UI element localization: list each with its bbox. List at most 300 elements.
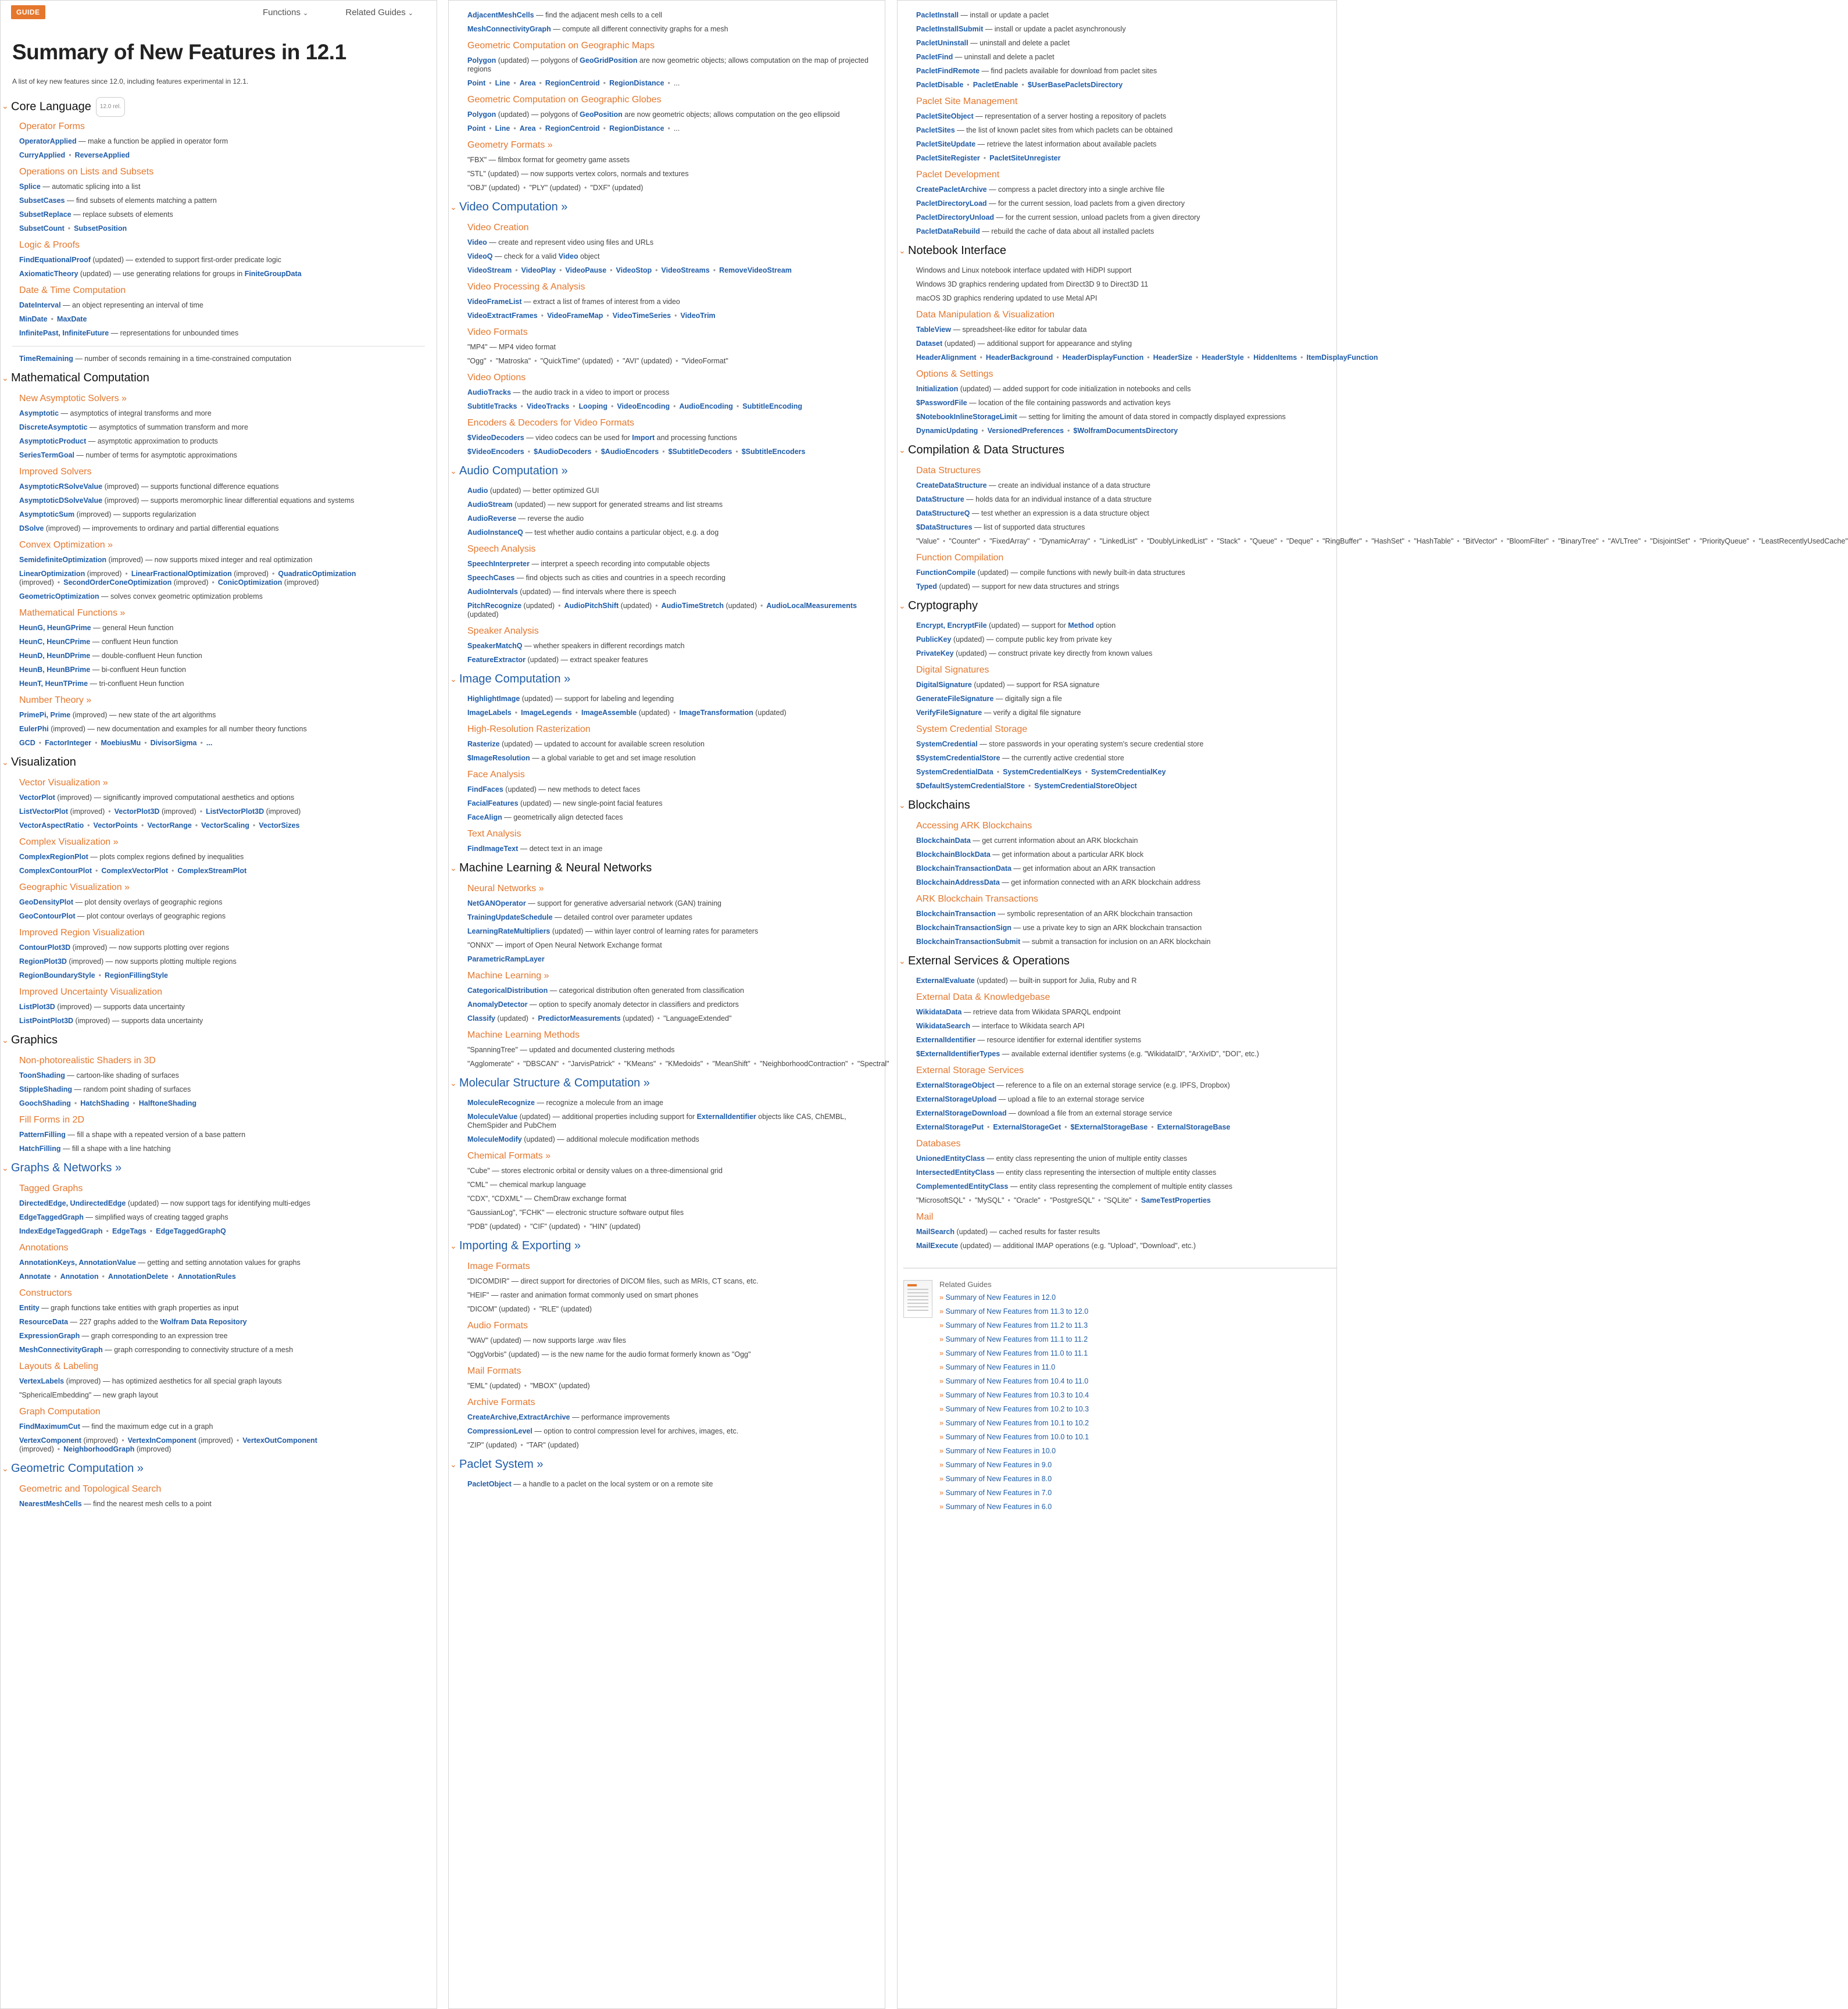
collapse-triangle-icon[interactable]: ⌄ [2, 1035, 9, 1045]
function-link[interactable]: IndexEdgeTaggedGraph [19, 1227, 103, 1235]
section-heading[interactable] [1, 1460, 437, 1477]
related-guide-link[interactable]: » Summary of New Features from 11.2 to 11.3 [939, 1321, 1089, 1329]
function-link[interactable]: Import [632, 434, 655, 442]
collapse-triangle-icon[interactable]: ⌄ [450, 863, 457, 873]
section-heading[interactable] [1, 369, 437, 387]
function-link[interactable]: SameTestProperties [1141, 1196, 1211, 1204]
subsection-heading[interactable]: Fill Forms in 2D [19, 1115, 85, 1125]
subsection-heading[interactable]: Operator Forms [19, 121, 85, 131]
function-link[interactable]: AudioInstanceQ [467, 528, 523, 537]
collapse-triangle-icon[interactable]: ⌄ [899, 956, 906, 966]
function-link[interactable]: $AudioDecoders [534, 448, 592, 456]
subsection-heading[interactable]: Accessing ARK Blockchains [916, 821, 1032, 831]
function-link[interactable]: AsymptoticRSolveValue [19, 482, 103, 491]
function-link[interactable]: VectorSizes [259, 821, 300, 830]
subsection-heading[interactable]: High-Resolution Rasterization [467, 724, 591, 734]
function-link[interactable]: HatchFilling [19, 1145, 61, 1153]
function-link[interactable]: ContourPlot3D [19, 943, 71, 952]
function-link[interactable]: Line [495, 124, 510, 133]
subsection-heading[interactable]: Graph Computation [19, 1407, 101, 1417]
function-link[interactable]: PacletEnable [973, 81, 1018, 89]
function-link[interactable]: BlockchainData [916, 837, 971, 845]
function-link[interactable]: WikidataData [916, 1008, 962, 1016]
function-link[interactable]: MailSearch [916, 1228, 955, 1236]
function-link[interactable]: VideoTrim [680, 312, 716, 320]
subsection-heading[interactable]: Paclet Site Management [916, 96, 1018, 106]
function-link[interactable]: NearestMeshCells [19, 1500, 82, 1508]
function-link[interactable]: MinDate [19, 315, 48, 323]
function-link[interactable]: AudioReverse [467, 514, 517, 523]
function-link[interactable]: HeaderAlignment [916, 353, 977, 362]
function-link[interactable]: ItemDisplayFunction [1306, 353, 1378, 362]
function-link[interactable]: ListPlot3D [19, 1003, 55, 1011]
function-link[interactable]: FiniteGroupData [244, 270, 302, 278]
functions-menu[interactable] [245, 8, 308, 17]
function-link[interactable]: CategoricalDistribution [467, 986, 548, 995]
subsection-heading[interactable]: Function Compilation [916, 553, 1004, 563]
section-heading[interactable] [449, 462, 885, 480]
function-link[interactable]: PacletFindRemote [916, 67, 980, 75]
function-link[interactable]: $SubtitleEncoders [741, 448, 806, 456]
function-link[interactable]: NetGANOperator [467, 899, 526, 907]
function-link[interactable]: VideoTimeSeries [612, 312, 671, 320]
subsection-heading[interactable]: Video Processing & Analysis [467, 282, 585, 292]
function-link[interactable]: BlockchainAddressData [916, 878, 1000, 886]
function-link[interactable]: DataStructure [916, 495, 964, 503]
collapse-triangle-icon[interactable]: ⌄ [899, 246, 906, 255]
function-link[interactable]: ExternalIdentifier [696, 1113, 756, 1121]
function-link[interactable]: PacletFind [916, 53, 953, 61]
function-link[interactable]: SpeakerMatchQ [467, 642, 523, 650]
function-link[interactable]: RemoveVideoStream [719, 266, 792, 274]
subsection-heading[interactable]: Operations on Lists and Subsets [19, 167, 154, 177]
section-heading[interactable] [1, 97, 437, 115]
function-link[interactable]: $ImageResolution [467, 754, 530, 762]
related-guide-link[interactable]: » Summary of New Features from 10.1 to 10.2 [939, 1419, 1089, 1427]
function-link[interactable]: PitchRecognize [467, 602, 522, 610]
function-link[interactable]: Video [467, 238, 487, 246]
function-link[interactable]: DateInterval [19, 301, 61, 309]
function-link[interactable]: SystemCredentialKeys [1003, 768, 1082, 776]
function-link[interactable]: Point [467, 124, 486, 133]
function-link[interactable]: VerifyFileSignature [916, 709, 982, 717]
function-link[interactable]: Encrypt, EncryptFile [916, 621, 987, 630]
function-link[interactable]: GeoPosition [580, 110, 623, 119]
function-link[interactable]: GeoContourPlot [19, 912, 76, 920]
function-link[interactable]: VideoTracks [526, 402, 570, 410]
section-heading[interactable] [898, 796, 1336, 814]
function-link[interactable]: FeatureExtractor [467, 656, 526, 664]
function-link[interactable]: PacletSites [916, 126, 955, 134]
function-link[interactable]: Splice [19, 183, 41, 191]
function-link[interactable]: AnnotationRules [177, 1272, 236, 1281]
collapse-triangle-icon[interactable]: ⌄ [899, 800, 906, 810]
function-link[interactable]: AudioStream [467, 501, 513, 509]
function-link[interactable]: AnnotationDelete [108, 1272, 169, 1281]
function-link[interactable]: AudioPitchShift [564, 602, 619, 610]
function-link[interactable]: PublicKey [916, 635, 952, 644]
subsection-heading[interactable]: Logic & Proofs [19, 240, 80, 250]
function-link[interactable]: ComplexStreamPlot [177, 867, 247, 875]
subsection-heading[interactable]: System Credential Storage [916, 724, 1028, 734]
collapse-triangle-icon[interactable]: ⌄ [450, 1241, 457, 1250]
function-link[interactable]: PacletSiteObject [916, 112, 974, 120]
function-link[interactable]: GeometricOptimization [19, 592, 99, 600]
subsection-heading[interactable]: Mail Formats [467, 1366, 521, 1376]
function-link[interactable]: $UserBasePacletsDirectory [1027, 81, 1123, 89]
subsection-heading[interactable]: Date & Time Computation [19, 285, 126, 295]
function-link[interactable]: BlockchainTransaction [916, 910, 996, 918]
function-link[interactable]: PacletDirectoryLoad [916, 199, 987, 208]
function-link[interactable]: SubtitleEncoding [742, 402, 803, 410]
function-link[interactable]: SystemCredential [916, 740, 978, 748]
function-link[interactable]: SubsetPosition [74, 224, 127, 233]
function-link[interactable]: EdgeTaggedGraphQ [156, 1227, 226, 1235]
function-link[interactable]: AudioLocalMeasurements [766, 602, 857, 610]
collapse-triangle-icon[interactable]: ⌄ [2, 1163, 9, 1172]
function-link[interactable]: AudioTracks [467, 388, 512, 396]
subsection-heading[interactable]: Tagged Graphs [19, 1184, 83, 1193]
function-link[interactable]: DataStructureQ [916, 509, 970, 517]
function-link[interactable]: VideoFrameMap [547, 312, 603, 320]
subsection-heading[interactable]: Archive Formats [467, 1397, 535, 1407]
function-link[interactable]: Line [495, 79, 510, 87]
function-link[interactable]: SystemCredentialStoreObject [1034, 782, 1137, 790]
function-link[interactable]: Typed [916, 582, 937, 591]
subsection-heading[interactable]: Complex Visualization » [19, 837, 119, 847]
function-link[interactable]: PacletDataRebuild [916, 227, 980, 235]
function-link[interactable]: AdjacentMeshCells [467, 11, 534, 19]
function-link[interactable]: ExternalStoragePut [916, 1123, 984, 1131]
function-link[interactable]: Polygon [467, 110, 496, 119]
function-link[interactable]: ExternalStorageUpload [916, 1095, 997, 1103]
subsection-heading[interactable]: Digital Signatures [916, 665, 989, 675]
related-guide-link[interactable]: » Summary of New Features in 11.0 [939, 1363, 1089, 1371]
function-link[interactable]: PacletInstall [916, 11, 959, 19]
function-link[interactable]: ExternalEvaluate [916, 977, 975, 985]
function-link[interactable]: FindMaximumCut [19, 1422, 80, 1431]
function-link[interactable]: SeriesTermGoal [19, 451, 74, 459]
related-guide-link[interactable]: » Summary of New Features in 10.0 [939, 1447, 1089, 1455]
function-link[interactable]: PacletDisable [916, 81, 964, 89]
function-link[interactable]: ImageLabels [467, 709, 512, 717]
function-link[interactable]: PacletInstallSubmit [916, 25, 984, 33]
function-link[interactable]: HeaderSize [1153, 353, 1193, 362]
function-link[interactable]: VertexLabels [19, 1377, 65, 1385]
function-link[interactable]: ListPointPlot3D [19, 1017, 74, 1025]
function-link[interactable]: VideoStream [467, 266, 512, 274]
section-heading[interactable] [898, 952, 1336, 970]
function-link[interactable]: PacletSiteRegister [916, 154, 980, 162]
function-link[interactable]: EulerPhi [19, 725, 49, 733]
function-link[interactable]: RegionDistance [609, 124, 664, 133]
function-link[interactable]: ExternalStorageBase [1157, 1123, 1231, 1131]
section-heading[interactable] [898, 242, 1336, 259]
subsection-heading[interactable]: Number Theory » [19, 695, 92, 705]
function-link[interactable]: EdgeTags [112, 1227, 146, 1235]
function-link[interactable]: Method [1068, 621, 1094, 630]
section-heading[interactable] [449, 198, 885, 216]
subsection-heading[interactable]: Annotations [19, 1243, 69, 1253]
function-link[interactable]: AnomalyDetector [467, 1000, 528, 1009]
function-link[interactable]: LinearFractionalOptimization [131, 570, 232, 578]
subsection-heading[interactable]: Non-photorealistic Shaders in 3D [19, 1056, 156, 1066]
function-link[interactable]: PrivateKey [916, 649, 954, 657]
related-guide-link[interactable]: » Summary of New Features in 6.0 [939, 1503, 1089, 1511]
function-link[interactable]: Video [558, 252, 578, 260]
function-link[interactable]: FactorInteger [45, 739, 92, 747]
subsection-heading[interactable]: Convex Optimization » [19, 540, 113, 550]
subsection-heading[interactable]: Encoders & Decoders for Video Formats [467, 418, 634, 428]
subsection-heading[interactable]: Geometric and Topological Search [19, 1484, 162, 1494]
function-link[interactable]: VectorScaling [201, 821, 249, 830]
subsection-heading[interactable]: Data Manipulation & Visualization [916, 310, 1055, 320]
function-link[interactable]: LinearOptimization [19, 570, 85, 578]
subsection-heading[interactable]: Video Options [467, 373, 526, 383]
function-link[interactable]: RegionFillingStyle [104, 971, 169, 980]
function-link[interactable]: ImageTransformation [679, 709, 753, 717]
function-link[interactable]: FunctionCompile [916, 569, 976, 577]
collapse-triangle-icon[interactable]: ⌄ [2, 373, 9, 383]
collapse-triangle-icon[interactable]: ⌄ [2, 1464, 9, 1473]
function-link[interactable]: $AudioEncoders [600, 448, 659, 456]
function-link[interactable]: CreatePacletArchive [916, 185, 987, 194]
function-link[interactable]: VectorPoints [93, 821, 138, 830]
function-link[interactable]: BlockchainTransactionData [916, 864, 1011, 873]
function-link[interactable]: RegionCentroid [545, 124, 600, 133]
function-link[interactable]: Area [519, 124, 536, 133]
function-link[interactable]: SecondOrderConeOptimization [63, 578, 172, 587]
function-link[interactable]: WikidataSearch [916, 1022, 970, 1030]
function-link[interactable]: $VideoDecoders [467, 434, 524, 442]
subsection-heading[interactable]: Geometry Formats » [467, 140, 553, 150]
function-link[interactable]: FindFaces [467, 785, 503, 793]
collapse-triangle-icon[interactable]: ⌄ [450, 202, 457, 212]
function-link[interactable]: VideoPause [565, 266, 607, 274]
subsection-heading[interactable]: Constructors [19, 1288, 72, 1298]
function-link[interactable]: OperatorApplied [19, 137, 77, 145]
collapse-triangle-icon[interactable]: ⌄ [899, 601, 906, 610]
subsection-heading[interactable]: Mathematical Functions » [19, 608, 126, 618]
function-link[interactable]: MeshConnectivityGraph [467, 25, 551, 33]
subsection-heading[interactable]: Speaker Analysis [467, 626, 539, 636]
function-link[interactable]: Wolfram Data Repository [160, 1318, 247, 1326]
subsection-heading[interactable]: Speech Analysis [467, 544, 536, 554]
function-link[interactable]: NeighborhoodGraph [63, 1445, 135, 1453]
function-link[interactable]: CreateArchive,ExtractArchive [467, 1413, 570, 1421]
function-link[interactable]: FindEquationalProof [19, 256, 91, 264]
function-link[interactable]: CurryApplied [19, 151, 66, 159]
function-link[interactable]: ToonShading [19, 1071, 65, 1079]
related-guide-link[interactable]: » Summary of New Features in 12.0 [939, 1293, 1089, 1302]
function-link[interactable]: $ExternalStorageBase [1070, 1123, 1148, 1131]
subsection-heading[interactable]: Video Formats [467, 327, 528, 337]
function-link[interactable]: DirectedEdge, UndirectedEdge [19, 1199, 126, 1207]
function-link[interactable]: PacletObject [467, 1480, 512, 1488]
function-link[interactable]: SubtitleTracks [467, 402, 517, 410]
subsection-heading[interactable]: Machine Learning » [467, 971, 549, 981]
function-link[interactable]: AxiomaticTheory [19, 270, 78, 278]
function-link[interactable]: AudioTimeStretch [661, 602, 724, 610]
subsection-heading[interactable]: Video Creation [467, 223, 529, 233]
function-link[interactable]: AudioEncoding [679, 402, 733, 410]
function-link[interactable]: VideoFrameList [467, 298, 522, 306]
function-link[interactable]: Looping [578, 402, 607, 410]
function-link[interactable]: MaxDate [57, 315, 87, 323]
collapse-triangle-icon[interactable]: ⌄ [899, 445, 906, 455]
function-link[interactable]: ExternalStorageGet [993, 1123, 1061, 1131]
subsection-heading[interactable]: Mail [916, 1212, 934, 1222]
subsection-heading[interactable]: Databases [916, 1139, 961, 1149]
function-link[interactable]: VersionedPreferences [987, 427, 1064, 435]
function-link[interactable]: BlockchainTransactionSubmit [916, 938, 1021, 946]
function-link[interactable]: Classify [467, 1014, 495, 1023]
function-link[interactable]: $SubtitleDecoders [668, 448, 732, 456]
function-link[interactable]: VectorPlot3D [114, 807, 160, 816]
function-link[interactable]: SubsetReplace [19, 210, 72, 219]
collapse-triangle-icon[interactable]: ⌄ [450, 1078, 457, 1088]
function-link[interactable]: SpeechCases [467, 574, 515, 582]
function-link[interactable]: AsymptoticSum [19, 510, 75, 519]
collapse-triangle-icon[interactable]: ⌄ [450, 1460, 457, 1469]
function-link[interactable]: Asymptotic [19, 409, 59, 417]
function-link[interactable]: AudioIntervals [467, 588, 518, 596]
related-guide-link[interactable]: » Summary of New Features in 9.0 [939, 1461, 1089, 1469]
function-link[interactable]: $SystemCredentialStore [916, 754, 1000, 762]
subsection-heading[interactable]: Improved Region Visualization [19, 928, 145, 938]
related-guide-link[interactable]: » Summary of New Features from 10.2 to 10.3 [939, 1405, 1089, 1413]
function-link[interactable]: Point [467, 79, 486, 87]
function-link[interactable]: $NotebookInlineStorageLimit [916, 413, 1017, 421]
section-heading[interactable] [1, 753, 437, 771]
function-link[interactable]: RegionBoundaryStyle [19, 971, 95, 980]
function-link[interactable]: HeunT, HeunTPrime [19, 680, 88, 688]
function-link[interactable]: Dataset [916, 339, 943, 348]
function-link[interactable]: ExternalIdentifier [916, 1036, 976, 1044]
function-link[interactable]: PredictorMeasurements [538, 1014, 621, 1023]
function-link[interactable]: $PasswordFile [916, 399, 967, 407]
function-link[interactable]: SubsetCases [19, 196, 65, 205]
function-link[interactable]: FindImageText [467, 845, 519, 853]
subsection-heading[interactable]: Improved Solvers [19, 467, 92, 477]
function-link[interactable]: AsymptoticProduct [19, 437, 87, 445]
function-link[interactable]: MoebiusMu [101, 739, 141, 747]
function-link[interactable]: SubsetCount [19, 224, 65, 233]
subsection-heading[interactable]: Neural Networks » [467, 884, 544, 893]
function-link[interactable]: Initialization [916, 385, 959, 393]
subsection-heading[interactable]: New Asymptotic Solvers » [19, 394, 127, 403]
function-link[interactable]: TrainingUpdateSchedule [467, 913, 553, 921]
section-heading[interactable] [449, 859, 885, 877]
function-link[interactable]: $WolframDocumentsDirectory [1073, 427, 1178, 435]
related-guide-link[interactable]: » Summary of New Features from 11.1 to 11.2 [939, 1335, 1089, 1343]
collapse-triangle-icon[interactable]: ⌄ [450, 674, 457, 684]
function-link[interactable]: GeoGridPosition [580, 56, 638, 65]
function-link[interactable]: VideoStop [616, 266, 652, 274]
subsection-heading[interactable]: Geometric Computation on Geographic Maps [467, 41, 655, 51]
function-link[interactable]: FacialFeatures [467, 799, 519, 807]
function-link[interactable]: Annotation [60, 1272, 99, 1281]
function-link[interactable]: MoleculeRecognize [467, 1099, 535, 1107]
function-link[interactable]: Audio [467, 487, 488, 495]
function-link[interactable]: AsymptoticDSolveValue [19, 496, 103, 505]
function-link[interactable]: QuadraticOptimization [278, 570, 356, 578]
function-link[interactable]: MoleculeModify [467, 1135, 522, 1143]
function-link[interactable]: GoochShading [19, 1099, 71, 1107]
function-link[interactable]: ResourceData [19, 1318, 69, 1326]
function-link[interactable]: DSolve [19, 524, 44, 532]
section-heading[interactable] [449, 1237, 885, 1254]
function-link[interactable]: VideoQ [467, 252, 493, 260]
function-link[interactable]: ExternalStorageDownload [916, 1109, 1007, 1117]
collapse-triangle-icon[interactable]: ⌄ [450, 466, 457, 476]
subsection-heading[interactable]: Geometric Computation on Geographic Globes [467, 95, 662, 105]
function-link[interactable]: VertexInComponent [127, 1436, 196, 1445]
function-link[interactable]: PacletUninstall [916, 39, 968, 47]
subsection-heading[interactable]: Geographic Visualization » [19, 882, 130, 892]
related-guide-link[interactable]: » Summary of New Features in 8.0 [939, 1475, 1089, 1483]
function-link[interactable]: MeshConnectivityGraph [19, 1346, 103, 1354]
function-link[interactable]: PatternFilling [19, 1131, 66, 1139]
function-link[interactable]: ComplexContourPlot [19, 867, 92, 875]
function-link[interactable]: RegionDistance [609, 79, 664, 87]
function-link[interactable]: VideoStreams [661, 266, 710, 274]
related-guide-link[interactable]: » Summary of New Features from 11.0 to 11.1 [939, 1349, 1089, 1357]
function-link[interactable]: GenerateFileSignature [916, 695, 994, 703]
function-link[interactable]: ReverseApplied [74, 151, 130, 159]
function-link[interactable]: MoleculeValue [467, 1113, 518, 1121]
section-heading[interactable] [449, 1074, 885, 1092]
function-link[interactable]: $ExternalIdentifierTypes [916, 1050, 1000, 1058]
function-link[interactable]: RegionPlot3D [19, 957, 67, 966]
section-heading[interactable] [898, 597, 1336, 614]
function-link[interactable]: SystemCredentialKey [1091, 768, 1166, 776]
function-link[interactable]: VertexComponent [19, 1436, 81, 1445]
collapse-triangle-icon[interactable]: ⌄ [2, 757, 9, 767]
function-link[interactable]: UnionedEntityClass [916, 1154, 985, 1163]
subsection-heading[interactable]: External Data & Knowledgebase [916, 992, 1050, 1002]
function-link[interactable]: Annotate [19, 1272, 51, 1281]
function-link[interactable]: DigitalSignature [916, 681, 972, 689]
function-link[interactable]: FaceAlign [467, 813, 502, 821]
function-link[interactable]: VectorAspectRatio [19, 821, 84, 830]
function-link[interactable]: TableView [916, 326, 951, 334]
function-link[interactable]: TimeRemaining [19, 355, 73, 363]
function-link[interactable]: RegionCentroid [545, 79, 600, 87]
function-link[interactable]: HeunG, HeunGPrime [19, 624, 91, 632]
section-heading[interactable] [449, 670, 885, 688]
function-link[interactable]: ImageLegends [521, 709, 572, 717]
subsection-heading[interactable]: Audio Formats [467, 1321, 528, 1331]
function-link[interactable]: EdgeTaggedGraph [19, 1213, 84, 1221]
function-link[interactable]: VideoPlay [521, 266, 556, 274]
subsection-heading[interactable]: Face Analysis [467, 770, 525, 780]
function-link[interactable]: MailExecute [916, 1242, 959, 1250]
function-link[interactable]: HeunC, HeunCPrime [19, 638, 91, 646]
function-link[interactable]: HalftoneShading [138, 1099, 197, 1107]
function-link[interactable]: GCD [19, 739, 35, 747]
subsection-heading[interactable]: Improved Uncertainty Visualization [19, 987, 163, 997]
function-link[interactable]: IntersectedEntityClass [916, 1168, 995, 1177]
subsection-heading[interactable]: Layouts & Labeling [19, 1361, 99, 1371]
function-link[interactable]: $DataStructures [916, 523, 973, 531]
collapse-triangle-icon[interactable]: ⌄ [2, 101, 9, 110]
function-link[interactable]: ExpressionGraph [19, 1332, 80, 1340]
function-link[interactable]: Rasterize [467, 740, 500, 748]
function-link[interactable]: CreateDataStructure [916, 481, 987, 489]
function-link[interactable]: PrimePi, Prime [19, 711, 71, 719]
function-link[interactable]: ComplexRegionPlot [19, 853, 88, 861]
